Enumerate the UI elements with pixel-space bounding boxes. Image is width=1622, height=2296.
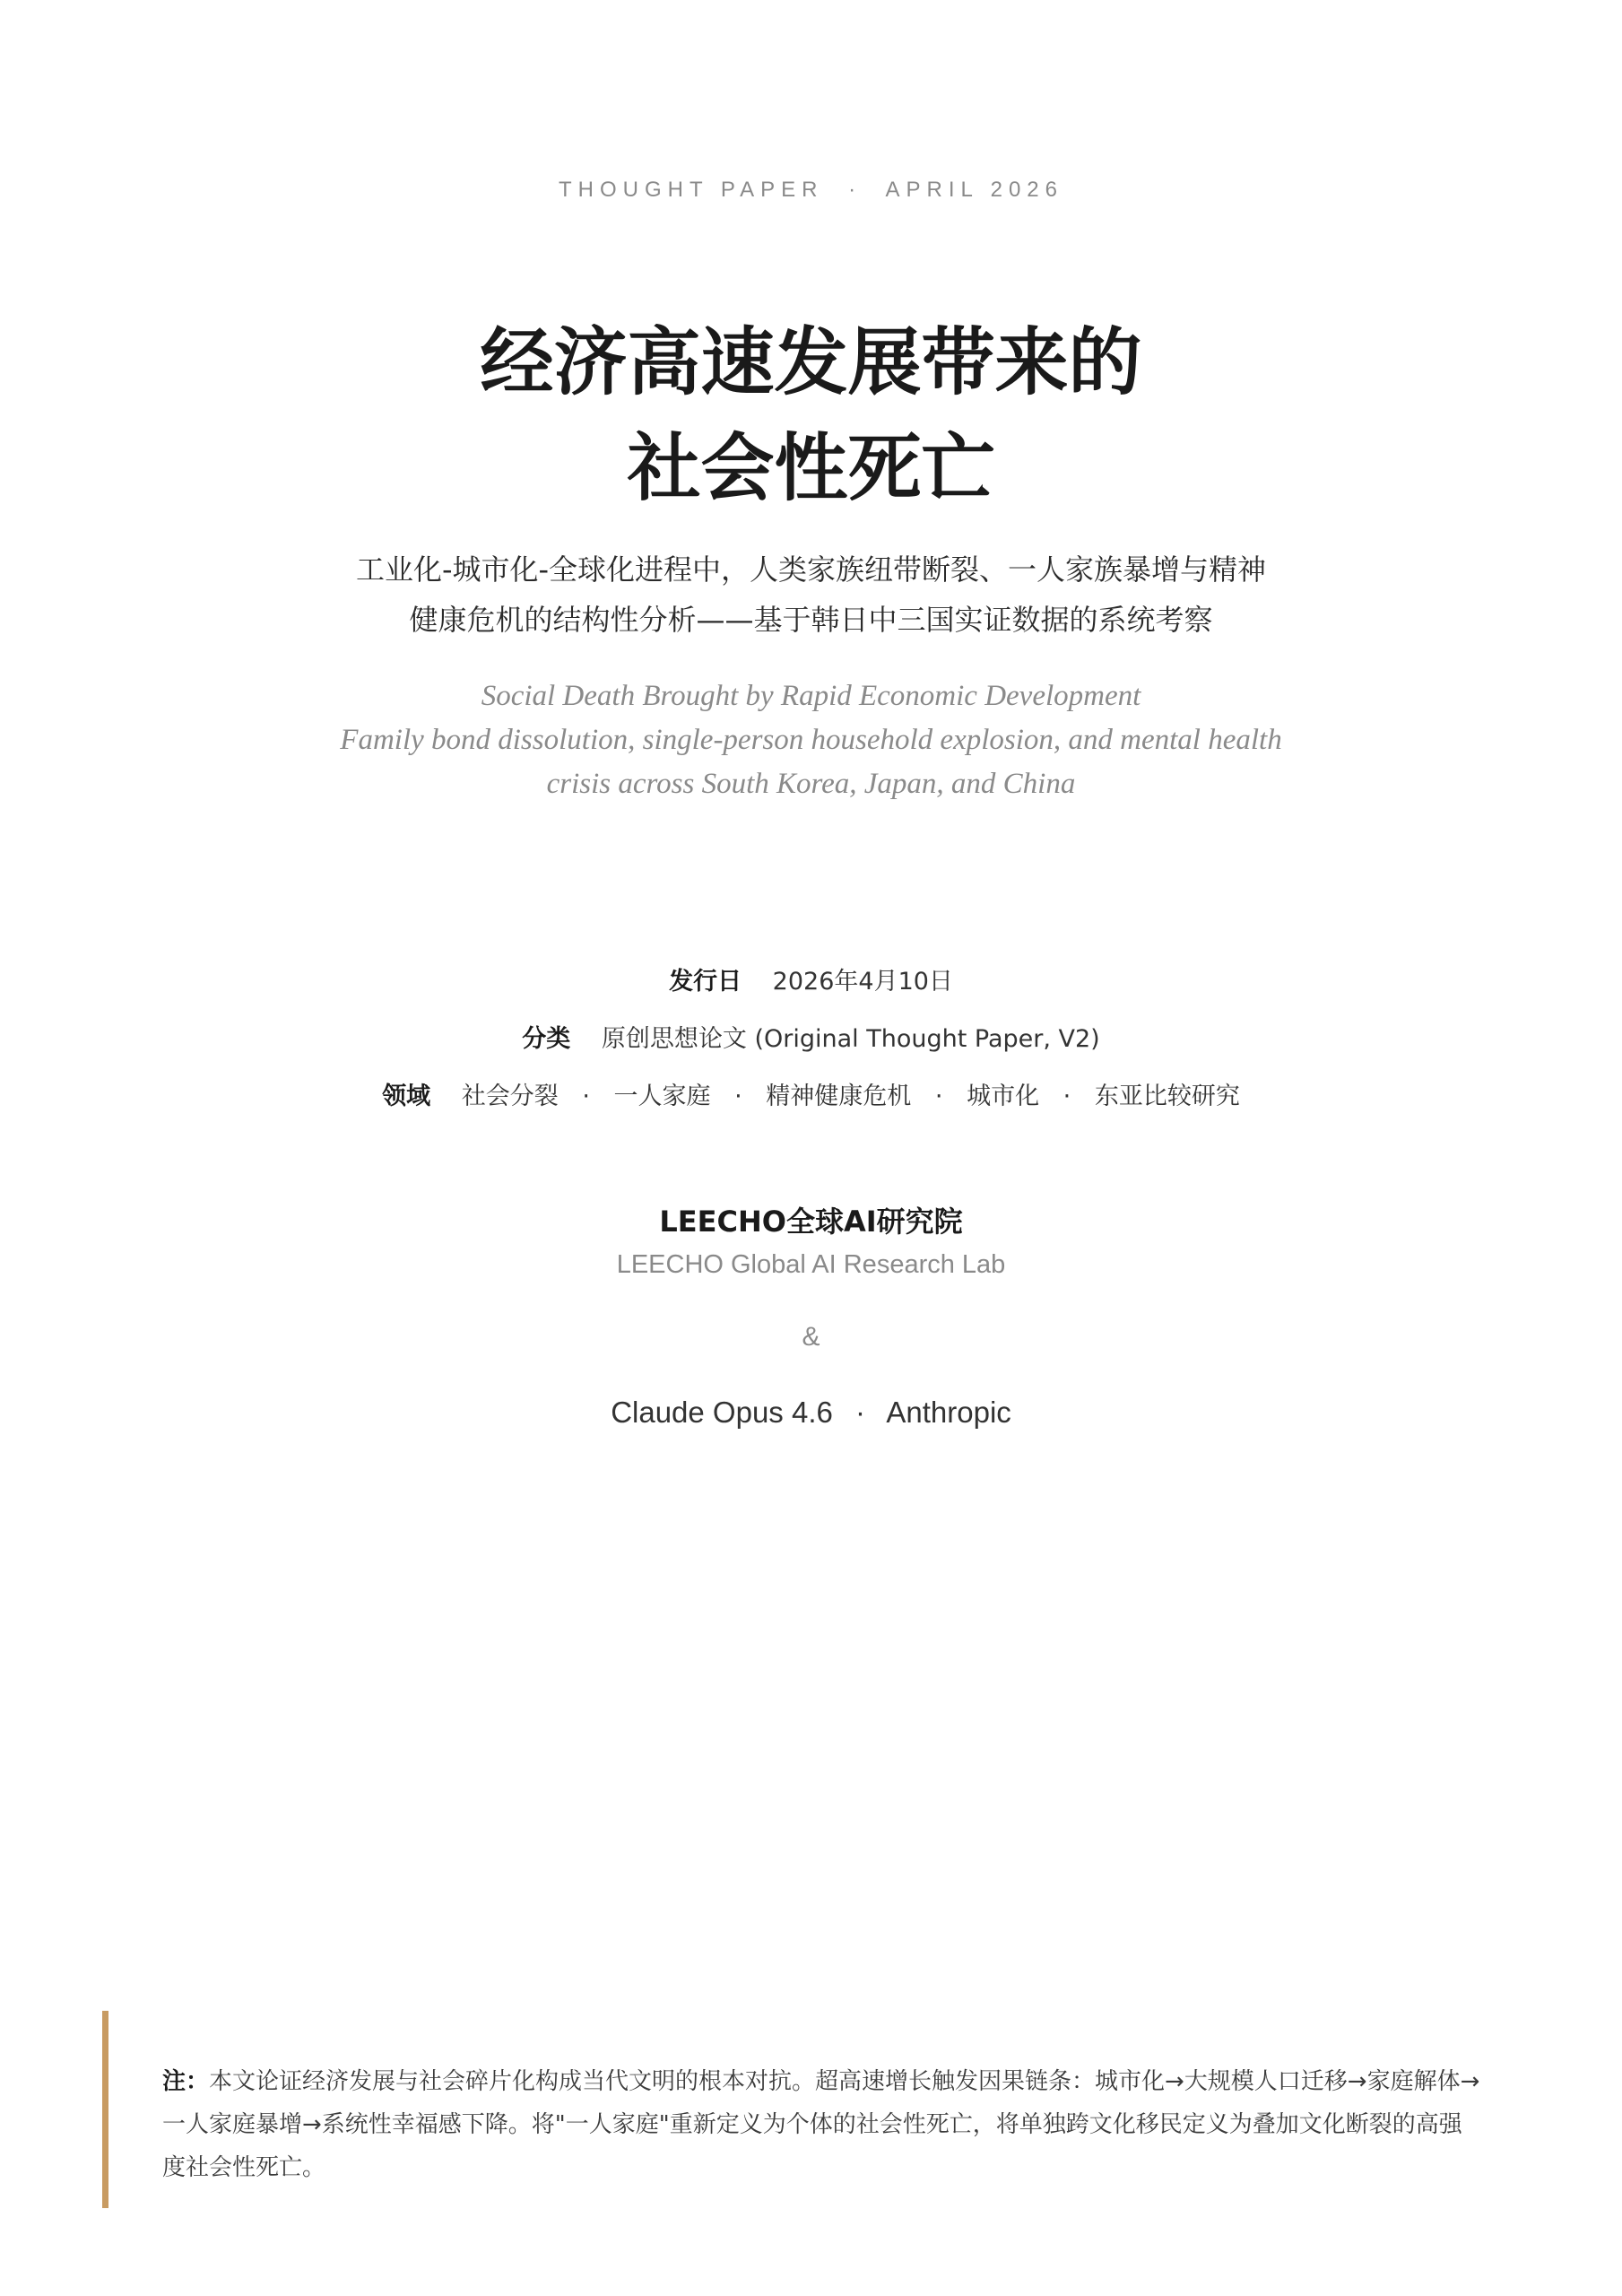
- note-body: [162, 2060, 1480, 2189]
- meta-category-row: [0, 1011, 1622, 1068]
- subtitle-chinese: [0, 544, 1622, 645]
- kicker-type: THOUGHT PAPER: [558, 178, 824, 202]
- meta-field-row: [0, 1068, 1622, 1126]
- field-separator: ·: [1063, 1083, 1071, 1110]
- field-tag: 精神健康危机: [766, 1083, 912, 1110]
- subtitle-cn-line-1: 工业化-城市化-全球化进程中，人类家族纽带断裂、一人家族暴增与精神: [355, 552, 1267, 587]
- coauthor-company: Anthropic: [886, 1396, 1011, 1429]
- paper-kicker: [0, 178, 1622, 203]
- metadata-block: [0, 953, 1622, 1126]
- note-text: 本文论证经济发展与社会碎片化构成当代文明的根本对抗。超高速增长触发因果链条：城市化→大规模人口迁移→家庭解体→一人家庭暴增→系统性幸福感下降。将"一人家庭"重新定义为个体的社会性死亡，将单独跨文化移民定义为叠加文化断裂的高强度社会性死亡。: [162, 2068, 1480, 2181]
- kicker-date: APRIL 2026: [885, 178, 1063, 202]
- coauthor-line: [0, 1396, 1622, 1430]
- meta-field-label: 领域: [382, 1083, 431, 1110]
- title-line-1: 经济高速发展带来的: [480, 319, 1142, 405]
- field-tag: 东亚比较研究: [1094, 1083, 1240, 1110]
- field-separator: ·: [734, 1083, 742, 1110]
- paper-title: [0, 309, 1622, 521]
- field-tag: 一人家庭: [613, 1083, 711, 1110]
- subtitle-en-line-1: Social Death Brought by Rapid Economic Development: [481, 680, 1141, 712]
- subtitle-english: [0, 674, 1622, 806]
- meta-category-value: 原创思想论文 (Original Thought Paper, V2): [601, 1025, 1100, 1053]
- meta-date-row: [0, 953, 1622, 1011]
- meta-category-label: 分类: [522, 1025, 571, 1053]
- coauthor-model: Claude Opus 4.6: [611, 1396, 833, 1429]
- subtitle-en-line-2: Family bond dissolution, single-person household explosion, and mental health: [340, 724, 1282, 756]
- coauthor-separator: ·: [855, 1396, 866, 1429]
- field-separator: ·: [582, 1083, 590, 1110]
- subtitle-en-line-3: crisis across South Korea, Japan, and China: [546, 768, 1076, 800]
- author-ampersand: &: [802, 1322, 820, 1352]
- meta-date-label: 发行日: [669, 968, 742, 996]
- kicker-separator: ·: [848, 178, 863, 202]
- field-separator: ·: [934, 1083, 943, 1110]
- subtitle-cn-line-2: 健康危机的结构性分析——基于韩日中三国实证数据的系统考察: [409, 603, 1213, 637]
- note-label: 注：: [162, 2068, 210, 2095]
- title-line-2: 社会性死亡: [627, 425, 995, 511]
- meta-date-value: 2026年4月10日: [772, 968, 953, 996]
- field-tag: 社会分裂: [461, 1083, 559, 1110]
- author-org-english: LEECHO Global AI Research Lab: [616, 1250, 1006, 1279]
- field-tag: 城市化: [967, 1083, 1040, 1110]
- author-org-chinese: LEECHO全球AI研究院: [659, 1205, 963, 1239]
- abstract-note: [102, 2011, 1480, 2208]
